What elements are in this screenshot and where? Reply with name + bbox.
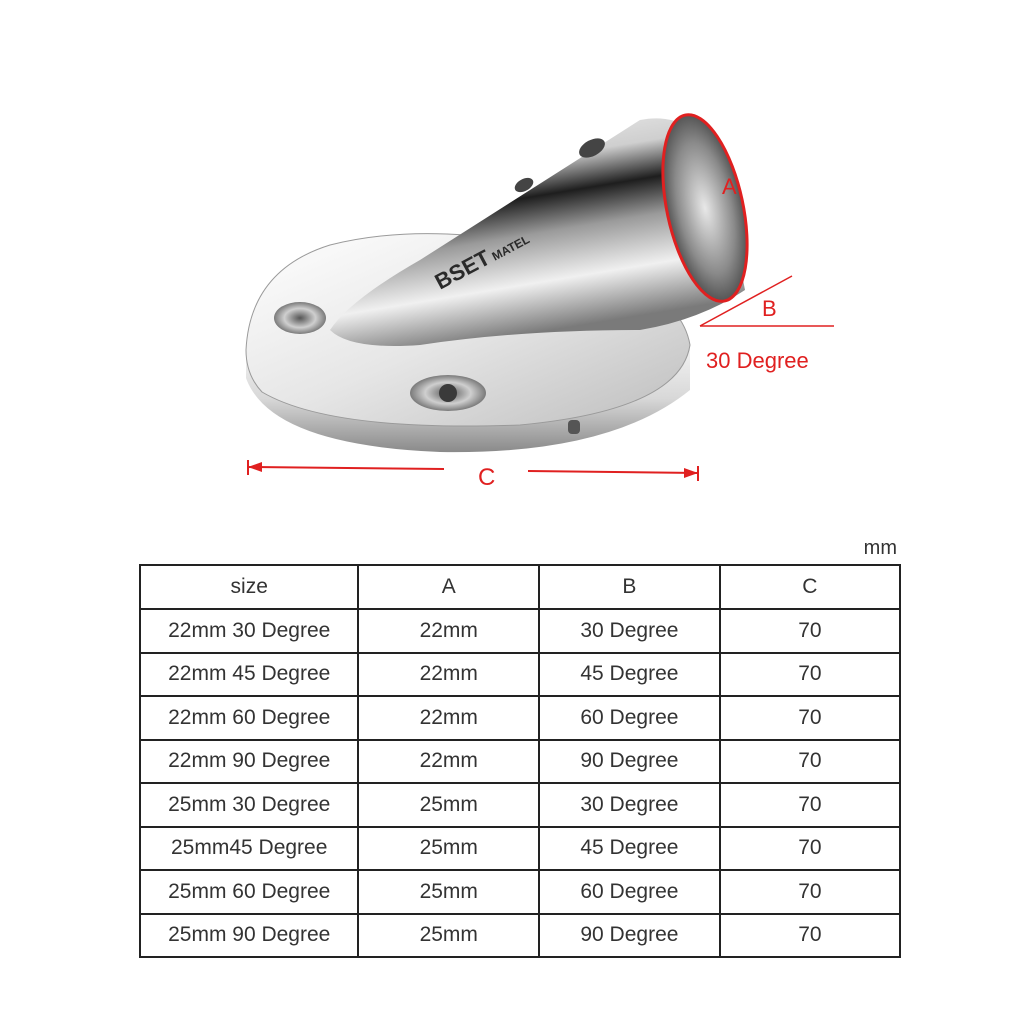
- label-a: A: [722, 174, 737, 199]
- screw-hole-left: [274, 302, 326, 334]
- dimension-c-right: [528, 471, 698, 473]
- cell-a: 22mm: [358, 696, 539, 740]
- column-header-b: B: [539, 565, 720, 609]
- table-row: [140, 783, 900, 827]
- column-header-c: C: [720, 565, 900, 609]
- cell-a: 22mm: [358, 740, 539, 784]
- cell-c: 70: [720, 870, 900, 914]
- cell-size: 22mm 60 Degree: [140, 696, 358, 740]
- table-row: [140, 653, 900, 697]
- cell-b: 45 Degree: [539, 653, 720, 697]
- base-notch: [568, 420, 580, 434]
- angle-label: 30 Degree: [706, 348, 809, 373]
- cell-a: 22mm: [358, 609, 539, 653]
- cell-size: 25mm 90 Degree: [140, 914, 358, 958]
- table-row: [140, 914, 900, 958]
- cell-c: 70: [720, 740, 900, 784]
- cell-a: 22mm: [358, 653, 539, 697]
- column-header-a: A: [358, 565, 539, 609]
- cell-c: 70: [720, 653, 900, 697]
- cell-b: 90 Degree: [539, 914, 720, 958]
- cell-size: 25mm 60 Degree: [140, 870, 358, 914]
- cell-c: 70: [720, 914, 900, 958]
- cell-c: 70: [720, 827, 900, 871]
- table-row: [140, 696, 900, 740]
- cell-b: 45 Degree: [539, 827, 720, 871]
- cell-c: 70: [720, 783, 900, 827]
- cell-b: 90 Degree: [539, 740, 720, 784]
- table-header-row: [140, 565, 900, 609]
- cell-size: 22mm 45 Degree: [140, 653, 358, 697]
- table-row: [140, 827, 900, 871]
- table-row: [140, 609, 900, 653]
- arrowhead-right: [684, 468, 698, 478]
- cell-b: 60 Degree: [539, 870, 720, 914]
- cell-c: 70: [720, 696, 900, 740]
- cell-a: 25mm: [358, 827, 539, 871]
- cell-size: 22mm 30 Degree: [140, 609, 358, 653]
- cell-a: 25mm: [358, 914, 539, 958]
- cell-b: 60 Degree: [539, 696, 720, 740]
- size-spec-table: [139, 564, 901, 958]
- cell-size: 25mm 30 Degree: [140, 783, 358, 827]
- cell-b: 30 Degree: [539, 609, 720, 653]
- cell-b: 30 Degree: [539, 783, 720, 827]
- table-row: [140, 740, 900, 784]
- label-b: B: [762, 296, 777, 321]
- table-row: [140, 870, 900, 914]
- unit-label: mm: [863, 537, 897, 559]
- brand-logo: BSET MATEL: [430, 232, 532, 295]
- cell-a: 25mm: [358, 783, 539, 827]
- cell-size: 22mm 90 Degree: [140, 740, 358, 784]
- cell-c: 70: [720, 609, 900, 653]
- cell-a: 25mm: [358, 870, 539, 914]
- arrowhead-left: [248, 462, 262, 472]
- column-header-size: size: [140, 565, 358, 609]
- cell-size: 25mm45 Degree: [140, 827, 358, 871]
- dimension-c-left: [248, 467, 444, 469]
- label-c: C: [478, 464, 496, 491]
